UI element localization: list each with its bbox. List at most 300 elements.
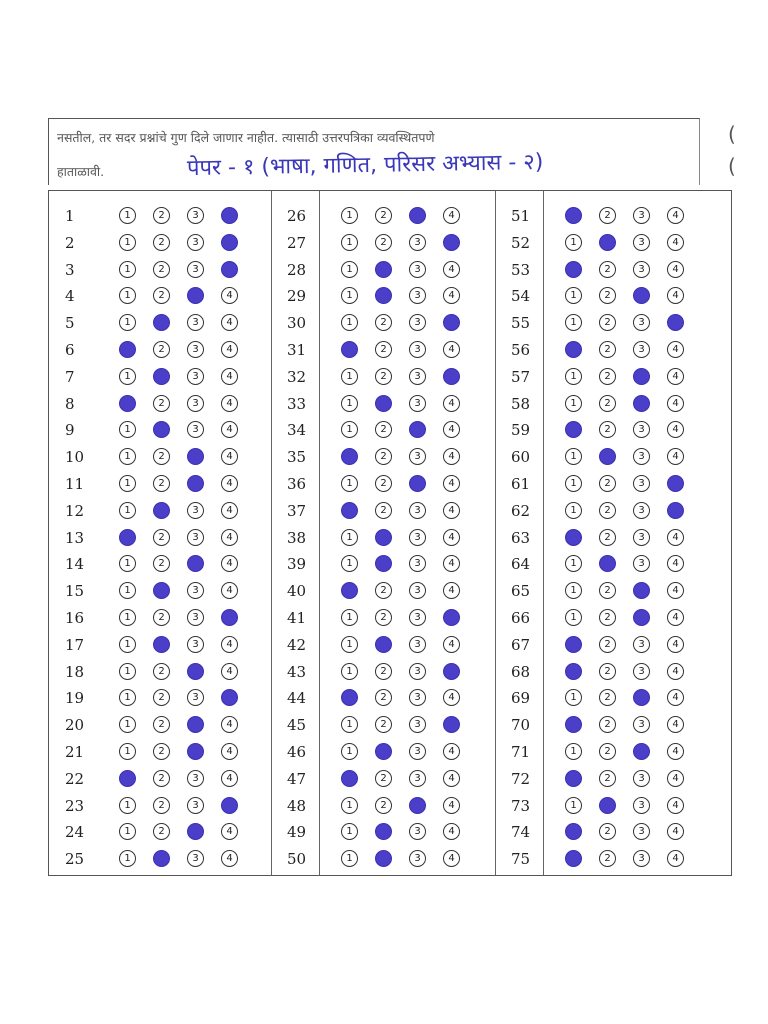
filled-option-bubble[interactable]	[153, 502, 170, 519]
option-bubble[interactable]: 1	[119, 421, 136, 438]
filled-option-bubble[interactable]	[153, 582, 170, 599]
filled-option-bubble[interactable]	[221, 797, 238, 814]
option-bubble[interactable]: 2	[153, 797, 170, 814]
filled-option-bubble[interactable]	[599, 234, 616, 251]
option-bubble[interactable]: 4	[667, 663, 684, 680]
option-bubble[interactable]: 3	[187, 636, 204, 653]
option-bubble[interactable]: 2	[599, 421, 616, 438]
option-bubble[interactable]: 2	[375, 341, 392, 358]
option-bubble[interactable]: 2	[375, 663, 392, 680]
option-bubble[interactable]: 4	[667, 636, 684, 653]
option-bubble[interactable]: 2	[599, 502, 616, 519]
option-bubble[interactable]: 3	[633, 663, 650, 680]
option-bubble[interactable]: 1	[565, 475, 582, 492]
option-bubble[interactable]: 4	[443, 261, 460, 278]
option-bubble[interactable]: 2	[599, 368, 616, 385]
option-bubble[interactable]: 2	[599, 770, 616, 787]
option-bubble[interactable]: 2	[153, 823, 170, 840]
option-bubble[interactable]: 1	[565, 287, 582, 304]
option-bubble[interactable]: 2	[153, 448, 170, 465]
option-bubble[interactable]: 2	[153, 475, 170, 492]
option-bubble[interactable]: 3	[409, 234, 426, 251]
option-bubble[interactable]: 3	[633, 636, 650, 653]
option-bubble[interactable]: 1	[119, 555, 136, 572]
option-bubble[interactable]: 3	[409, 448, 426, 465]
option-bubble[interactable]: 2	[375, 475, 392, 492]
option-bubble[interactable]: 3	[633, 502, 650, 519]
option-bubble[interactable]: 3	[187, 770, 204, 787]
option-bubble[interactable]: 1	[341, 716, 358, 733]
filled-option-bubble[interactable]	[153, 636, 170, 653]
option-bubble[interactable]: 1	[119, 234, 136, 251]
option-bubble[interactable]: 2	[599, 689, 616, 706]
option-bubble[interactable]: 3	[409, 395, 426, 412]
filled-option-bubble[interactable]	[375, 850, 392, 867]
filled-option-bubble[interactable]	[153, 421, 170, 438]
option-bubble[interactable]: 4	[221, 475, 238, 492]
filled-option-bubble[interactable]	[565, 850, 582, 867]
option-bubble[interactable]: 2	[599, 529, 616, 546]
option-bubble[interactable]: 2	[599, 341, 616, 358]
option-bubble[interactable]: 2	[375, 609, 392, 626]
option-bubble[interactable]: 4	[221, 743, 238, 760]
option-bubble[interactable]: 4	[667, 529, 684, 546]
option-bubble[interactable]: 4	[221, 850, 238, 867]
option-bubble[interactable]: 4	[443, 555, 460, 572]
option-bubble[interactable]: 4	[221, 716, 238, 733]
option-bubble[interactable]: 1	[565, 502, 582, 519]
option-bubble[interactable]: 2	[375, 368, 392, 385]
filled-option-bubble[interactable]	[565, 663, 582, 680]
option-bubble[interactable]: 3	[633, 475, 650, 492]
filled-option-bubble[interactable]	[409, 475, 426, 492]
filled-option-bubble[interactable]	[633, 287, 650, 304]
filled-option-bubble[interactable]	[153, 368, 170, 385]
filled-option-bubble[interactable]	[187, 287, 204, 304]
option-bubble[interactable]: 1	[341, 663, 358, 680]
filled-option-bubble[interactable]	[153, 850, 170, 867]
option-bubble[interactable]: 2	[153, 609, 170, 626]
option-bubble[interactable]: 1	[341, 368, 358, 385]
option-bubble[interactable]: 4	[667, 770, 684, 787]
option-bubble[interactable]: 1	[565, 314, 582, 331]
filled-option-bubble[interactable]	[375, 261, 392, 278]
filled-option-bubble[interactable]	[375, 823, 392, 840]
option-bubble[interactable]: 3	[409, 555, 426, 572]
option-bubble[interactable]: 4	[221, 314, 238, 331]
option-bubble[interactable]: 4	[443, 341, 460, 358]
option-bubble[interactable]: 1	[341, 529, 358, 546]
filled-option-bubble[interactable]	[409, 421, 426, 438]
filled-option-bubble[interactable]	[153, 314, 170, 331]
option-bubble[interactable]: 2	[153, 663, 170, 680]
filled-option-bubble[interactable]	[375, 287, 392, 304]
option-bubble[interactable]: 3	[409, 261, 426, 278]
filled-option-bubble[interactable]	[221, 234, 238, 251]
option-bubble[interactable]: 3	[633, 716, 650, 733]
filled-option-bubble[interactable]	[565, 529, 582, 546]
filled-option-bubble[interactable]	[375, 743, 392, 760]
option-bubble[interactable]: 3	[187, 207, 204, 224]
option-bubble[interactable]: 4	[221, 770, 238, 787]
option-bubble[interactable]: 2	[599, 716, 616, 733]
filled-option-bubble[interactable]	[565, 207, 582, 224]
option-bubble[interactable]: 4	[667, 797, 684, 814]
option-bubble[interactable]: 2	[153, 555, 170, 572]
filled-option-bubble[interactable]	[341, 770, 358, 787]
option-bubble[interactable]: 2	[153, 395, 170, 412]
option-bubble[interactable]: 4	[667, 609, 684, 626]
filled-option-bubble[interactable]	[187, 663, 204, 680]
option-bubble[interactable]: 3	[633, 529, 650, 546]
option-bubble[interactable]: 3	[187, 234, 204, 251]
option-bubble[interactable]: 2	[375, 716, 392, 733]
filled-option-bubble[interactable]	[565, 636, 582, 653]
option-bubble[interactable]: 3	[633, 341, 650, 358]
option-bubble[interactable]: 4	[221, 341, 238, 358]
option-bubble[interactable]: 2	[599, 207, 616, 224]
option-bubble[interactable]: 1	[119, 850, 136, 867]
option-bubble[interactable]: 2	[599, 475, 616, 492]
option-bubble[interactable]: 4	[443, 207, 460, 224]
option-bubble[interactable]: 3	[187, 609, 204, 626]
option-bubble[interactable]: 4	[667, 261, 684, 278]
filled-option-bubble[interactable]	[187, 823, 204, 840]
filled-option-bubble[interactable]	[633, 689, 650, 706]
filled-option-bubble[interactable]	[633, 368, 650, 385]
option-bubble[interactable]: 3	[409, 850, 426, 867]
option-bubble[interactable]: 3	[633, 314, 650, 331]
option-bubble[interactable]: 1	[565, 609, 582, 626]
option-bubble[interactable]: 2	[375, 448, 392, 465]
option-bubble[interactable]: 3	[409, 287, 426, 304]
option-bubble[interactable]: 4	[443, 475, 460, 492]
option-bubble[interactable]: 2	[153, 234, 170, 251]
option-bubble[interactable]: 4	[667, 555, 684, 572]
option-bubble[interactable]: 4	[221, 287, 238, 304]
filled-option-bubble[interactable]	[119, 341, 136, 358]
filled-option-bubble[interactable]	[565, 421, 582, 438]
filled-option-bubble[interactable]	[633, 743, 650, 760]
option-bubble[interactable]: 2	[599, 395, 616, 412]
option-bubble[interactable]: 3	[409, 716, 426, 733]
option-bubble[interactable]: 2	[375, 797, 392, 814]
option-bubble[interactable]: 4	[221, 368, 238, 385]
option-bubble[interactable]: 1	[565, 368, 582, 385]
option-bubble[interactable]: 4	[221, 395, 238, 412]
option-bubble[interactable]: 1	[119, 207, 136, 224]
filled-option-bubble[interactable]	[119, 529, 136, 546]
option-bubble[interactable]: 3	[187, 395, 204, 412]
option-bubble[interactable]: 1	[341, 555, 358, 572]
option-bubble[interactable]: 2	[599, 663, 616, 680]
option-bubble[interactable]: 1	[565, 448, 582, 465]
filled-option-bubble[interactable]	[221, 609, 238, 626]
option-bubble[interactable]: 4	[443, 582, 460, 599]
option-bubble[interactable]: 3	[409, 689, 426, 706]
option-bubble[interactable]: 2	[599, 850, 616, 867]
option-bubble[interactable]: 1	[341, 475, 358, 492]
option-bubble[interactable]: 1	[565, 797, 582, 814]
option-bubble[interactable]: 3	[409, 743, 426, 760]
option-bubble[interactable]: 2	[599, 287, 616, 304]
option-bubble[interactable]: 2	[599, 609, 616, 626]
option-bubble[interactable]: 2	[375, 234, 392, 251]
filled-option-bubble[interactable]	[187, 555, 204, 572]
option-bubble[interactable]: 1	[119, 743, 136, 760]
option-bubble[interactable]: 1	[341, 743, 358, 760]
option-bubble[interactable]: 4	[667, 823, 684, 840]
filled-option-bubble[interactable]	[341, 502, 358, 519]
option-bubble[interactable]: 4	[221, 555, 238, 572]
option-bubble[interactable]: 2	[375, 502, 392, 519]
option-bubble[interactable]: 2	[599, 743, 616, 760]
option-bubble[interactable]: 1	[119, 475, 136, 492]
filled-option-bubble[interactable]	[443, 716, 460, 733]
filled-option-bubble[interactable]	[341, 448, 358, 465]
option-bubble[interactable]: 3	[187, 582, 204, 599]
option-bubble[interactable]: 4	[667, 850, 684, 867]
option-bubble[interactable]: 1	[565, 555, 582, 572]
option-bubble[interactable]: 3	[409, 663, 426, 680]
option-bubble[interactable]: 4	[667, 395, 684, 412]
option-bubble[interactable]: 2	[375, 207, 392, 224]
filled-option-bubble[interactable]	[599, 555, 616, 572]
filled-option-bubble[interactable]	[565, 341, 582, 358]
option-bubble[interactable]: 2	[375, 689, 392, 706]
option-bubble[interactable]: 2	[599, 314, 616, 331]
filled-option-bubble[interactable]	[565, 716, 582, 733]
option-bubble[interactable]: 1	[341, 421, 358, 438]
option-bubble[interactable]: 3	[187, 850, 204, 867]
filled-option-bubble[interactable]	[187, 475, 204, 492]
option-bubble[interactable]: 4	[667, 287, 684, 304]
option-bubble[interactable]: 2	[599, 261, 616, 278]
option-bubble[interactable]: 1	[341, 850, 358, 867]
option-bubble[interactable]: 3	[409, 502, 426, 519]
filled-option-bubble[interactable]	[221, 207, 238, 224]
option-bubble[interactable]: 3	[187, 689, 204, 706]
option-bubble[interactable]: 3	[187, 341, 204, 358]
option-bubble[interactable]: 4	[443, 502, 460, 519]
option-bubble[interactable]: 3	[409, 341, 426, 358]
option-bubble[interactable]: 1	[119, 368, 136, 385]
option-bubble[interactable]: 4	[221, 448, 238, 465]
option-bubble[interactable]: 2	[375, 582, 392, 599]
option-bubble[interactable]: 4	[667, 689, 684, 706]
option-bubble[interactable]: 3	[633, 850, 650, 867]
option-bubble[interactable]: 3	[633, 207, 650, 224]
option-bubble[interactable]: 1	[565, 582, 582, 599]
option-bubble[interactable]: 4	[221, 823, 238, 840]
option-bubble[interactable]: 2	[153, 341, 170, 358]
option-bubble[interactable]: 1	[119, 797, 136, 814]
filled-option-bubble[interactable]	[187, 448, 204, 465]
filled-option-bubble[interactable]	[633, 582, 650, 599]
option-bubble[interactable]: 1	[565, 689, 582, 706]
option-bubble[interactable]: 1	[119, 448, 136, 465]
option-bubble[interactable]: 4	[443, 529, 460, 546]
filled-option-bubble[interactable]	[409, 207, 426, 224]
filled-option-bubble[interactable]	[119, 770, 136, 787]
option-bubble[interactable]: 1	[119, 716, 136, 733]
filled-option-bubble[interactable]	[565, 770, 582, 787]
filled-option-bubble[interactable]	[443, 368, 460, 385]
option-bubble[interactable]: 4	[443, 287, 460, 304]
option-bubble[interactable]: 4	[667, 421, 684, 438]
option-bubble[interactable]: 4	[667, 234, 684, 251]
option-bubble[interactable]: 3	[187, 368, 204, 385]
filled-option-bubble[interactable]	[667, 502, 684, 519]
option-bubble[interactable]: 2	[153, 689, 170, 706]
filled-option-bubble[interactable]	[221, 261, 238, 278]
option-bubble[interactable]: 4	[221, 502, 238, 519]
filled-option-bubble[interactable]	[633, 609, 650, 626]
option-bubble[interactable]: 3	[409, 609, 426, 626]
option-bubble[interactable]: 1	[119, 689, 136, 706]
option-bubble[interactable]: 1	[341, 797, 358, 814]
option-bubble[interactable]: 1	[119, 582, 136, 599]
option-bubble[interactable]: 4	[443, 448, 460, 465]
filled-option-bubble[interactable]	[667, 475, 684, 492]
filled-option-bubble[interactable]	[187, 743, 204, 760]
option-bubble[interactable]: 2	[375, 770, 392, 787]
option-bubble[interactable]: 4	[667, 207, 684, 224]
option-bubble[interactable]: 1	[119, 663, 136, 680]
filled-option-bubble[interactable]	[565, 261, 582, 278]
option-bubble[interactable]: 1	[341, 395, 358, 412]
option-bubble[interactable]: 2	[599, 823, 616, 840]
filled-option-bubble[interactable]	[599, 448, 616, 465]
filled-option-bubble[interactable]	[443, 234, 460, 251]
option-bubble[interactable]: 3	[633, 555, 650, 572]
option-bubble[interactable]: 3	[633, 234, 650, 251]
option-bubble[interactable]: 3	[409, 529, 426, 546]
option-bubble[interactable]: 2	[375, 421, 392, 438]
option-bubble[interactable]: 1	[119, 261, 136, 278]
option-bubble[interactable]: 3	[409, 582, 426, 599]
filled-option-bubble[interactable]	[443, 609, 460, 626]
option-bubble[interactable]: 4	[443, 395, 460, 412]
option-bubble[interactable]: 4	[443, 743, 460, 760]
option-bubble[interactable]: 1	[565, 234, 582, 251]
option-bubble[interactable]: 3	[633, 421, 650, 438]
filled-option-bubble[interactable]	[375, 636, 392, 653]
option-bubble[interactable]: 4	[221, 529, 238, 546]
filled-option-bubble[interactable]	[375, 395, 392, 412]
filled-option-bubble[interactable]	[221, 689, 238, 706]
option-bubble[interactable]: 1	[341, 314, 358, 331]
option-bubble[interactable]: 2	[153, 529, 170, 546]
option-bubble[interactable]: 4	[667, 582, 684, 599]
option-bubble[interactable]: 1	[119, 609, 136, 626]
option-bubble[interactable]: 2	[599, 582, 616, 599]
option-bubble[interactable]: 4	[667, 716, 684, 733]
option-bubble[interactable]: 4	[667, 341, 684, 358]
option-bubble[interactable]: 4	[221, 663, 238, 680]
filled-option-bubble[interactable]	[633, 395, 650, 412]
option-bubble[interactable]: 4	[221, 582, 238, 599]
option-bubble[interactable]: 1	[341, 287, 358, 304]
option-bubble[interactable]: 4	[667, 743, 684, 760]
option-bubble[interactable]: 1	[565, 743, 582, 760]
option-bubble[interactable]: 4	[443, 689, 460, 706]
option-bubble[interactable]: 2	[153, 207, 170, 224]
option-bubble[interactable]: 4	[443, 850, 460, 867]
filled-option-bubble[interactable]	[341, 582, 358, 599]
option-bubble[interactable]: 3	[409, 314, 426, 331]
option-bubble[interactable]: 4	[443, 770, 460, 787]
option-bubble[interactable]: 4	[443, 823, 460, 840]
option-bubble[interactable]: 2	[375, 314, 392, 331]
option-bubble[interactable]: 1	[119, 502, 136, 519]
option-bubble[interactable]: 1	[341, 823, 358, 840]
option-bubble[interactable]: 3	[187, 421, 204, 438]
option-bubble[interactable]: 3	[187, 529, 204, 546]
option-bubble[interactable]: 2	[153, 716, 170, 733]
option-bubble[interactable]: 4	[667, 368, 684, 385]
option-bubble[interactable]: 2	[153, 261, 170, 278]
filled-option-bubble[interactable]	[375, 529, 392, 546]
option-bubble[interactable]: 4	[221, 421, 238, 438]
option-bubble[interactable]: 3	[187, 261, 204, 278]
option-bubble[interactable]: 4	[221, 636, 238, 653]
option-bubble[interactable]: 1	[341, 234, 358, 251]
filled-option-bubble[interactable]	[341, 689, 358, 706]
option-bubble[interactable]: 4	[443, 636, 460, 653]
option-bubble[interactable]: 2	[599, 636, 616, 653]
option-bubble[interactable]: 3	[187, 502, 204, 519]
filled-option-bubble[interactable]	[599, 797, 616, 814]
filled-option-bubble[interactable]	[187, 716, 204, 733]
option-bubble[interactable]: 3	[187, 314, 204, 331]
option-bubble[interactable]: 4	[667, 448, 684, 465]
option-bubble[interactable]: 2	[153, 287, 170, 304]
option-bubble[interactable]: 1	[341, 609, 358, 626]
option-bubble[interactable]: 1	[119, 636, 136, 653]
option-bubble[interactable]: 3	[409, 636, 426, 653]
option-bubble[interactable]: 1	[341, 261, 358, 278]
filled-option-bubble[interactable]	[375, 555, 392, 572]
filled-option-bubble[interactable]	[443, 314, 460, 331]
filled-option-bubble[interactable]	[667, 314, 684, 331]
option-bubble[interactable]: 3	[409, 823, 426, 840]
filled-option-bubble[interactable]	[119, 395, 136, 412]
option-bubble[interactable]: 1	[341, 636, 358, 653]
filled-option-bubble[interactable]	[443, 663, 460, 680]
filled-option-bubble[interactable]	[409, 797, 426, 814]
option-bubble[interactable]: 1	[565, 395, 582, 412]
option-bubble[interactable]: 1	[119, 314, 136, 331]
option-bubble[interactable]: 3	[633, 823, 650, 840]
option-bubble[interactable]: 2	[153, 770, 170, 787]
filled-option-bubble[interactable]	[341, 341, 358, 358]
option-bubble[interactable]: 3	[633, 797, 650, 814]
option-bubble[interactable]: 3	[633, 448, 650, 465]
option-bubble[interactable]: 3	[633, 770, 650, 787]
option-bubble[interactable]: 3	[633, 261, 650, 278]
option-bubble[interactable]: 4	[443, 421, 460, 438]
option-bubble[interactable]: 1	[341, 207, 358, 224]
option-bubble[interactable]: 3	[409, 368, 426, 385]
option-bubble[interactable]: 3	[409, 770, 426, 787]
option-bubble[interactable]: 2	[153, 743, 170, 760]
option-bubble[interactable]: 4	[443, 797, 460, 814]
option-bubble[interactable]: 3	[187, 797, 204, 814]
option-bubble[interactable]: 1	[119, 823, 136, 840]
filled-option-bubble[interactable]	[565, 823, 582, 840]
option-bubble[interactable]: 1	[119, 287, 136, 304]
